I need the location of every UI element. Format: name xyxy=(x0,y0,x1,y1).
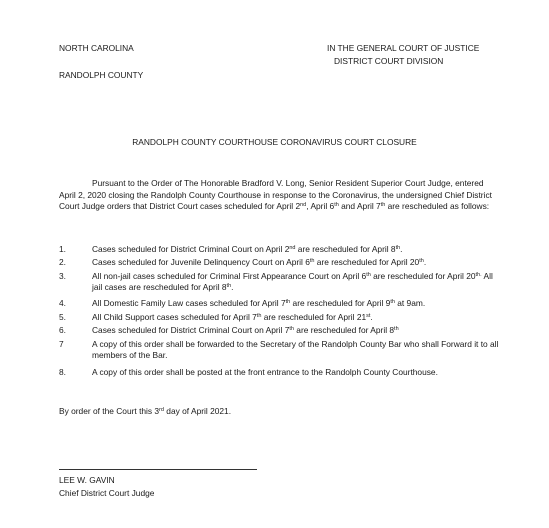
list-item: 1. Cases scheduled for District Criminal Court on April 2nd are rescheduled for April 8th. xyxy=(59,244,403,254)
header-court: IN THE GENERAL COURT OF JUSTICE xyxy=(327,43,480,53)
header-division: DISTRICT COURT DIVISION xyxy=(334,56,444,66)
document-title: RANDOLPH COUNTY COURTHOUSE CORONAVIRUS COURT CLOSURE xyxy=(132,137,417,147)
intro-paragraph: Pursuant to the Order of The Honorable Bradford V. Long, Senior Resident Superior Court Judge, entered April 2, 2020 closing the Randolph County Courthouse in response to the Coronavirus, the undersigned Chief District Court Judge orders that District Court cases scheduled for April 2nd, April 6th and April 7th are rescheduled as follows: xyxy=(59,178,492,212)
list-item: 5. All Child Support cases scheduled for April 7th are rescheduled for April 21st. xyxy=(59,312,373,322)
header-state: NORTH CAROLINA xyxy=(59,43,134,53)
closing-statement: By order of the Court this 3rd day of April 2021. xyxy=(59,406,232,416)
signature-line xyxy=(59,469,257,470)
header-county: RANDOLPH COUNTY xyxy=(59,70,144,80)
list-item: 7 A copy of this order shall be forwarded to the Secretary of the Randolph County Bar who shall Forward it to all members of the Bar. xyxy=(59,339,499,361)
list-item: 6. Cases scheduled for District Criminal Court on April 7th are rescheduled for April 8th xyxy=(59,325,399,335)
signer-name: LEE W. GAVIN xyxy=(59,475,115,485)
signer-title: Chief District Court Judge xyxy=(59,488,155,498)
list-item: 4. All Domestic Family Law cases scheduled for April 7th are rescheduled for April 9th at 9am. xyxy=(59,298,426,308)
list-item: 3. All non-jail cases scheduled for Criminal First Appearance Court on April 6th are rescheduled for April $20^{th.}$ All jail cases are rescheduled for April 8th. xyxy=(59,271,493,293)
list-item: 2. Cases scheduled for Juvenile Delinquency Court on April 6th are rescheduled for April 20th. xyxy=(59,257,427,267)
list-item: 8. A copy of this order shall be posted at the front entrance to the Randolph County Courthouse. xyxy=(59,367,438,377)
